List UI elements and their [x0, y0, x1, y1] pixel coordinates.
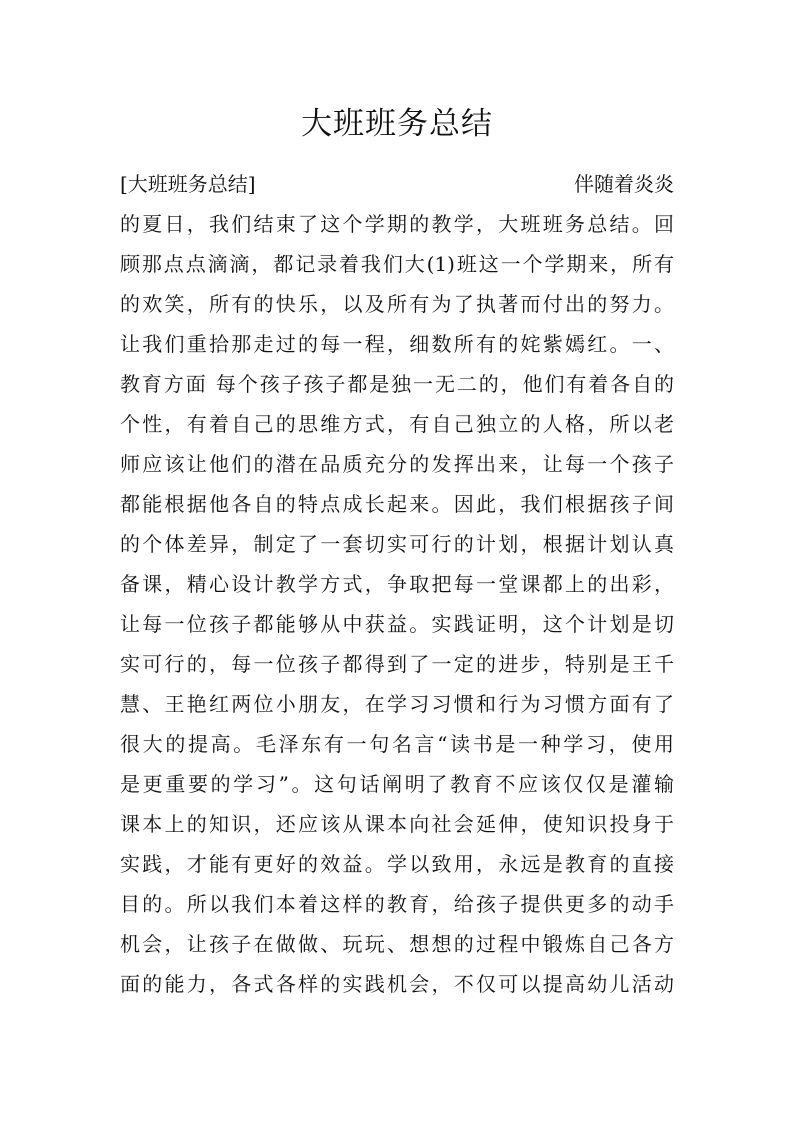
first-line [120, 164, 674, 204]
paragraph-line: 个性，有着自己的思维方式，有自己独立的人格，所以老 [120, 412, 674, 436]
paragraph-line: 让我们重拾那走过的每一程，细数所有的姹紫嫣红。一、 [120, 332, 674, 356]
document-body [120, 164, 674, 1004]
header-tag: [大班班务总结] [120, 172, 256, 196]
paragraph-line: 面的能力，各式各样的实践机会，不仅可以提高幼儿活动 [120, 972, 674, 996]
document-title: 大班班务总结 [301, 106, 493, 142]
paragraph-line: 教育方面 每个孩子孩子都是独一无二的，他们有着各自的 [120, 372, 674, 396]
paragraph-line: 很大的提高。毛泽东有一句名言“读书是一种学习，使用 [120, 732, 674, 756]
paragraph-line: 备课，精心设计教学方式，争取把每一堂课都上的出彩， [120, 572, 674, 596]
paragraph-line: 让每一位孩子都能够从中获益。实践证明，这个计划是切 [120, 612, 674, 636]
paragraph-line: 慧、王艳红两位小朋友，在学习习惯和行为习惯方面有了 [120, 692, 674, 716]
paragraph-line: 实可行的，每一位孩子都得到了一定的进步，特别是王千 [120, 652, 674, 676]
paragraph-line: 课本上的知识，还应该从课本向社会延伸，使知识投身于 [120, 812, 674, 836]
paragraph-line: 顾那点点滴滴，都记录着我们大(1)班这一个学期来，所有 [120, 252, 674, 276]
paragraph-line: 的个体差异，制定了一套切实可行的计划，根据计划认真 [120, 532, 674, 556]
paragraph-line: 实践，才能有更好的效益。学以致用，永远是教育的直接 [120, 852, 674, 876]
paragraph-line: 的欢笑，所有的快乐，以及所有为了执著而付出的努力。 [120, 292, 674, 316]
paragraph-line: 的夏日，我们结束了这个学期的教学，大班班务总结。回 [120, 212, 674, 236]
paragraph-line: 机会，让孩子在做做、玩玩、想想的过程中锻炼自己各方 [120, 932, 674, 956]
paragraph-line: 都能根据他各自的特点成长起来。因此，我们根据孩子间 [120, 492, 674, 516]
header-right-text: 伴随着炎炎 [574, 172, 674, 196]
paragraph-line: 是更重要的学习”。这句话阐明了教育不应该仅仅是灌输 [120, 772, 674, 796]
paragraph-line: 目的。所以我们本着这样的教育，给孩子提供更多的动手 [120, 892, 674, 916]
paragraph-line: 师应该让他们的潜在品质充分的发挥出来，让每一个孩子 [120, 452, 674, 476]
